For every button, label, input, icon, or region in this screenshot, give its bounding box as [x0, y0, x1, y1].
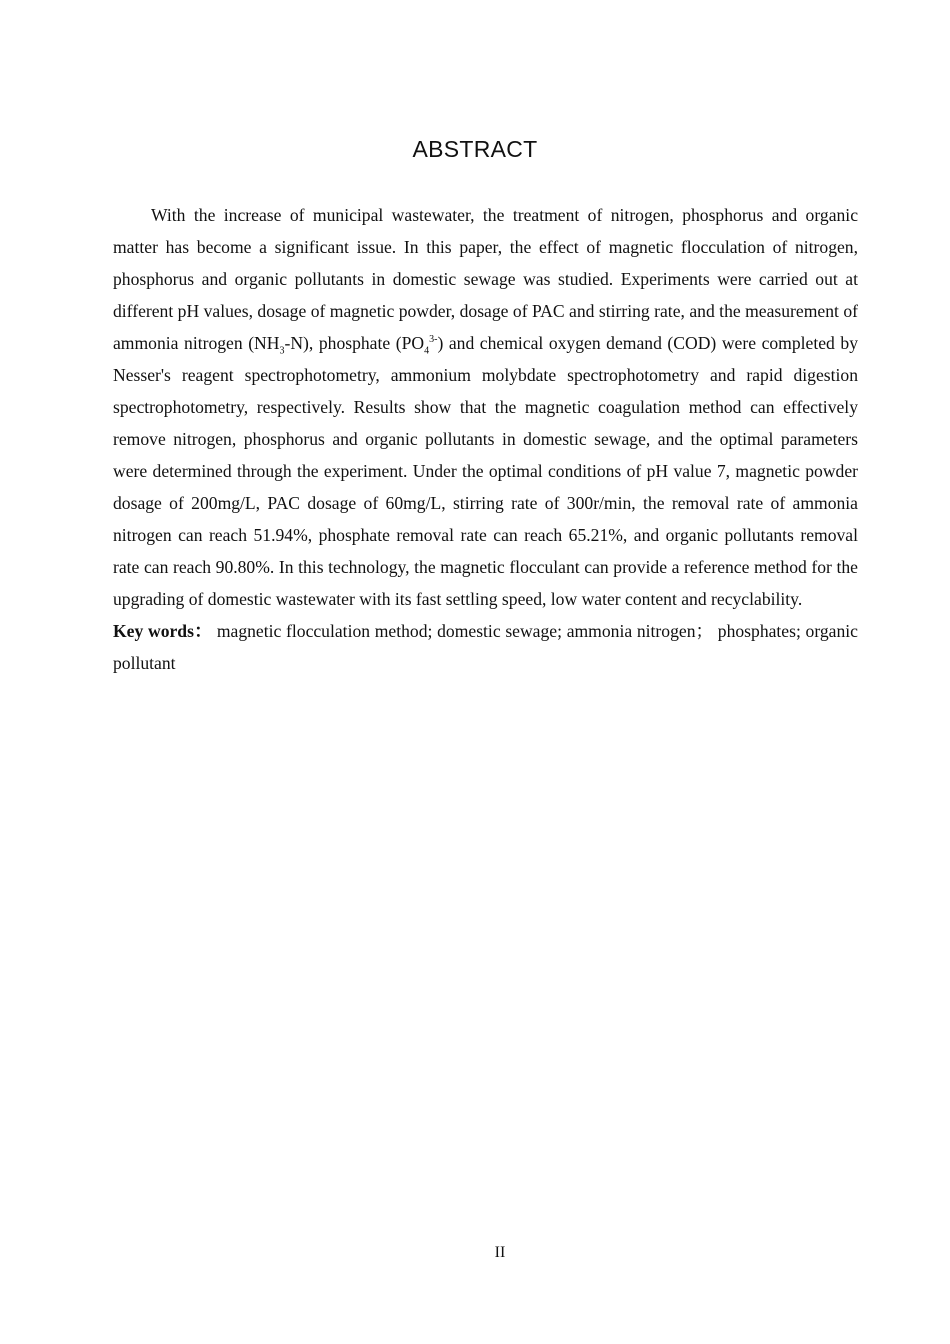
abstract-body	[113, 199, 858, 679]
nh3-subscript: 3	[279, 345, 285, 357]
keywords-line	[113, 615, 858, 679]
abstract-text-part2: -N), phosphate (PO	[284, 333, 425, 353]
keywords-text: magnetic flocculation method; domestic sewage; ammonia nitrogen； phosphates; organic pollutant	[113, 621, 858, 673]
abstract-text-part3: ) and chemical oxygen demand (COD) were completed by Nesser's reagent spectrophotometry, ammonium molybdate spectrophotometry and rapid digestion spectrophotometry, respectively. Results show that the magnetic coagulation method can effectively remove nitrogen, phosphorus and organic pollutants in domestic sewage, and the optimal parameters were determined through the experiment. Under the optimal conditions of pH value 7, magnetic powder dosage of 200mg/L, PAC dosage of 60mg/L, stirring rate of 300r/min, the removal rate of ammonia nitrogen can reach 51.94%, phosphate removal rate can reach 65.21%, and organic pollutants removal rate can reach 90.80%. In this technology, the magnetic flocculant can provide a reference method for the upgrading of domestic wastewater with its fast settling speed, low water content and recyclability.	[113, 333, 858, 609]
page-number: II	[494, 1244, 506, 1261]
po4-superscript: 3-	[429, 334, 438, 346]
abstract-text-part1: With the increase of municipal wastewater, the treatment of nitrogen, phosphorus and organic matter has become a significant issue. In this paper, the effect of magnetic flocculation of nitrogen, phosphorus and organic pollutants in domestic sewage was studied. Experiments were carried out at different pH values, dosage of magnetic powder, dosage of PAC and stirring rate, and the measurement of ammonia nitrogen (NH	[113, 205, 858, 353]
keywords-label: Key words：	[113, 621, 213, 641]
abstract-paragraph	[113, 199, 858, 615]
abstract-title: ABSTRACT	[412, 136, 538, 162]
po4-subscript: 4	[424, 345, 430, 357]
